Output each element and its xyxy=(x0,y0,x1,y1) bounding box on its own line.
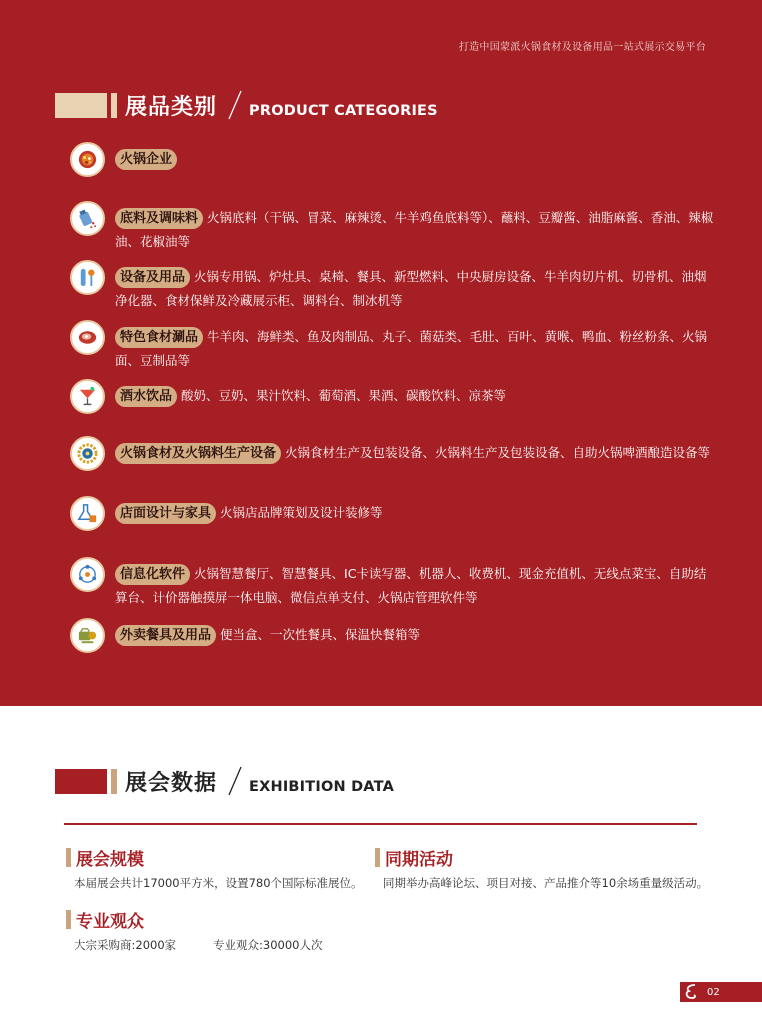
cocktail-icon xyxy=(70,379,105,414)
category-label: 设备及用品 xyxy=(115,267,190,288)
category-label: 酒水饮品 xyxy=(115,386,177,407)
category-desc: 火锅专用锅、炉灶具、桌椅、餐具、新型燃料、中央厨房设备、牛羊肉切片机、切骨机、油烟净化器、食材保鲜及冷藏展示柜、调料台、制冰机等 xyxy=(115,269,707,308)
product-categories-header xyxy=(55,89,438,121)
utensils-icon xyxy=(70,260,105,295)
events-heading xyxy=(375,845,453,870)
heading-bar xyxy=(66,848,71,867)
brand-logo-icon xyxy=(683,982,699,1002)
category-label: 店面设计与家具 xyxy=(115,503,216,524)
scale-title: 展会规模 xyxy=(76,850,144,870)
category-label: 外卖餐具及用品 xyxy=(115,625,216,646)
slash-divider xyxy=(223,765,245,797)
header-bar xyxy=(55,769,107,794)
section-title-en: PRODUCT CATEGORIES xyxy=(249,103,438,119)
category-desc: 牛羊肉、海鲜类、鱼及肉制品、丸子、菌菇类、毛肚、百叶、黄喉、鸭血、粉丝粉条、火锅面、豆制品等 xyxy=(115,329,708,368)
section-title-zh: 展会数据 xyxy=(125,770,218,796)
scale-heading xyxy=(66,845,144,870)
header-bar-accent xyxy=(111,93,117,118)
page-number: 02 xyxy=(707,986,720,998)
buyers-count: 大宗采购商:2000家 xyxy=(74,938,177,952)
divider-line xyxy=(64,823,697,825)
slash-divider xyxy=(223,89,245,121)
heading-bar xyxy=(375,848,380,867)
category-desc: 火锅底料（干锅、冒菜、麻辣烫、牛羊鸡鱼底料等）、蘸料、豆瓣酱、油脂麻酱、香油、辣椒油、花椒油等 xyxy=(115,210,714,249)
takeout-icon xyxy=(70,618,105,653)
audience-heading xyxy=(66,907,144,932)
heading-bar xyxy=(66,910,71,929)
category-label: 特色食材涮品 xyxy=(115,327,203,348)
category-label: 火锅食材及火锅料生产设备 xyxy=(115,443,281,464)
gear-icon xyxy=(70,436,105,471)
category-desc: 火锅智慧餐厅、智慧餐具、IC卡读写器、机器人、收费机、现金充值机、无线点菜宝、自助结算台、计价器触摸屏一体电脑、微信点单支付、火锅店管理软件等 xyxy=(115,566,707,605)
visitors-count: 专业观众:30000人次 xyxy=(213,938,323,952)
meat-icon xyxy=(70,320,105,355)
category-label: 火锅企业 xyxy=(115,149,177,170)
exhibition-data-header xyxy=(55,765,394,797)
events-title: 同期活动 xyxy=(385,850,453,870)
header-bar xyxy=(55,93,107,118)
hotpot-icon xyxy=(70,142,105,177)
category-desc: 便当盒、一次性餐具、保温快餐箱等 xyxy=(220,627,421,642)
category-desc: 酸奶、豆奶、果汁饮料、葡萄酒、果酒、碳酸饮料、凉茶等 xyxy=(181,388,507,403)
header-bar-accent xyxy=(111,769,117,794)
seasoning-bottle-icon xyxy=(70,201,105,236)
category-desc: 火锅食材生产及包装设备、火锅料生产及包装设备、自助火锅啤酒酿造设备等 xyxy=(285,445,711,460)
events-text: 同期举办高峰论坛、项目对接、产品推介等10余场重量级活动。 xyxy=(383,876,709,890)
tagline: 打造中国蒙派火锅食材及设备用品一站式展示交易平台 xyxy=(458,42,706,53)
category-desc: 火锅店品牌策划及设计装修等 xyxy=(220,505,383,520)
category-label: 底料及调味料 xyxy=(115,208,203,229)
audience-title: 专业观众 xyxy=(76,912,144,932)
section-title-en: EXHIBITION DATA xyxy=(249,779,394,795)
network-icon xyxy=(70,557,105,592)
design-tools-icon xyxy=(70,496,105,531)
scale-text: 本届展会共计17000平方米，设置780个国际标准展位。 xyxy=(74,876,363,890)
section-title-zh: 展品类别 xyxy=(125,94,218,120)
category-label: 信息化软件 xyxy=(115,564,190,585)
